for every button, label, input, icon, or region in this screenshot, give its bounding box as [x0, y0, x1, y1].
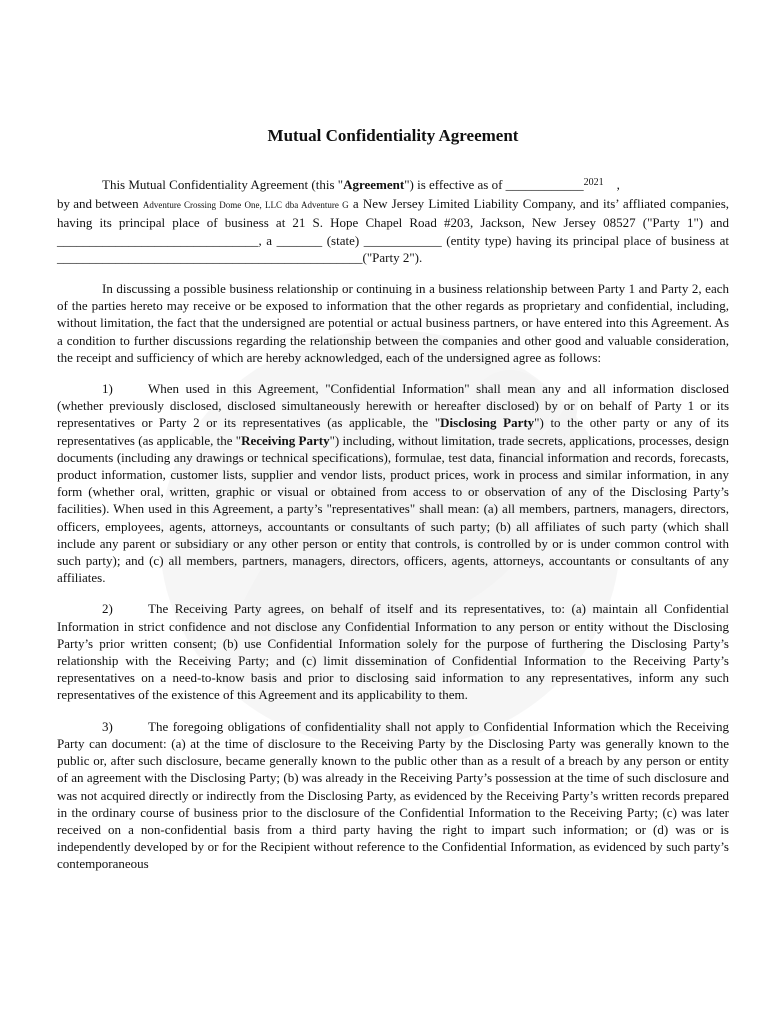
document-content	[57, 126, 729, 887]
section-1-text-b: ") to the other party or any of its representatives (as applicable, the "	[57, 415, 729, 448]
section-3-text: The foregoing obligations of confidentiality shall not apply to Confidential Information which the Receiving Party can document: (a) at the time of disclosure to the Receiving Party by the Disclosing Party was generally known to the public or, after such disclosure, became generally known to the public other than as a result of a breach by any person or entity of an agreement with the Disclosing Party; (b) was already in the Receiving Party’s possession at the time of such disclosure and was not acquired directly or indirectly from the Disclosing Party, as evidenced by the Receiving Party’s written records prepared in the ordinary course of business prior to the disclosure of the Confidential Information to the Receiving Party; (c) was later received on a non-confidential basis from a third party having the right to impart such information; or (d) was or is independently developed by or for the Recipient without reference to the Confidential Information, as evidenced by such party’s contemporaneous	[57, 718, 729, 872]
section-1-number: 1)	[102, 381, 113, 397]
section-1	[57, 380, 729, 586]
party1-name-fill: Adventure Crossing Dome One, LLC dba Adventure G	[142, 200, 349, 211]
intro-text-1: This Mutual Confidentiality Agreement (this "	[102, 177, 344, 192]
recital-paragraph: In discussing a possible business relationship or continuing in a business relationship between Party 1 and Party 2, each of the parties hereto may receive or be exposed to information that the other regards as proprietary and confidential, including, without limitation, the fact that the undersigned are potential or actual business partners, or have entered into this Agreement. As a condition to further discussions regarding the relationship between the companies and other good and valuable consideration, the receipt and sufficiency of which are hereby acknowledged, each of the undersigned agree as follows:	[57, 281, 729, 365]
intro-text-5: a New Jersey Limited Liability Company, and its’ affliated companies, having its principal place of business at 21 S. Hope Chapel Road #203, Jackson, New Jersey 08527 ("Party 1") and _______________________________, a _______ (state) ____________ (entity type) having its principal place of business at _______________________________________________("Party 2").	[57, 196, 730, 265]
section-2-number: 2)	[102, 601, 113, 617]
intro-comma: ,	[616, 177, 620, 192]
intro-text-4: by and between	[57, 196, 139, 212]
receiving-party-term: Receiving Party	[241, 432, 330, 448]
agreement-term: Agreement	[343, 177, 405, 192]
section-3	[57, 718, 729, 873]
effective-date-fill: 2021	[583, 177, 604, 188]
section-1-text-c: ") including, without limitation, trade secrets, applications, processes, design documents (including any drawings or technical specifications), formulae, test data, financial information and records, forecasts, product information, customer lists, supplier and vendor lists, product prices, work in process and similar information, in any form (whether oral, written, graphic or visual or obtained from access to or observation of any of the Disclosing Party’s facilities). When used in this Agreement, a party’s "representatives" shall mean: (a) all members, partners, managers, directors, officers, employees, agents, attorneys, accountants or consultants of such party; (b) all affiliates of such party (which shall include any parent or subsidiary or any other person or entity that controls, is controlled by or is under common control with such party); and (c) all members, partners, managers, directors, officers, agents, attorneys, accountants or consultants of any affiliates.	[57, 432, 729, 586]
section-1-text-a: When used in this Agreement, "Confidential Information" shall mean any and all information disclosed (whether previously disclosed, disclosed simultaneously herewith or hereafter disclosed) by or on behalf of Party 1 or its representatives or Party 2 or its representatives (as applicable, the "	[57, 381, 729, 431]
disclosing-party-term: Disclosing Party	[440, 415, 535, 431]
intro-paragraph	[57, 176, 729, 266]
section-2	[57, 600, 729, 703]
intro-text-2: ") is effective as of ____________	[404, 177, 584, 192]
section-3-number: 3)	[102, 718, 113, 734]
section-2-text: The Receiving Party agrees, on behalf of itself and its representatives, to: (a) maintain all Confidential Information in strict confidence and not disclose any Confidential Information to any person or entity without the Disclosing Party’s prior written consent; (b) use Confidential Information solely for the purpose of furthering the Disclosing Party’s relationship with the Receiving Party; and (c) limit dissemination of Confidential Information to the Receiving Party’s representatives on a need-to-know basis and prior to disclosing said information to any representatives, inform any such representatives of the existence of this Agreement and its applicability to them.	[57, 601, 729, 703]
document-title: Mutual Confidentiality Agreement	[267, 126, 519, 145]
